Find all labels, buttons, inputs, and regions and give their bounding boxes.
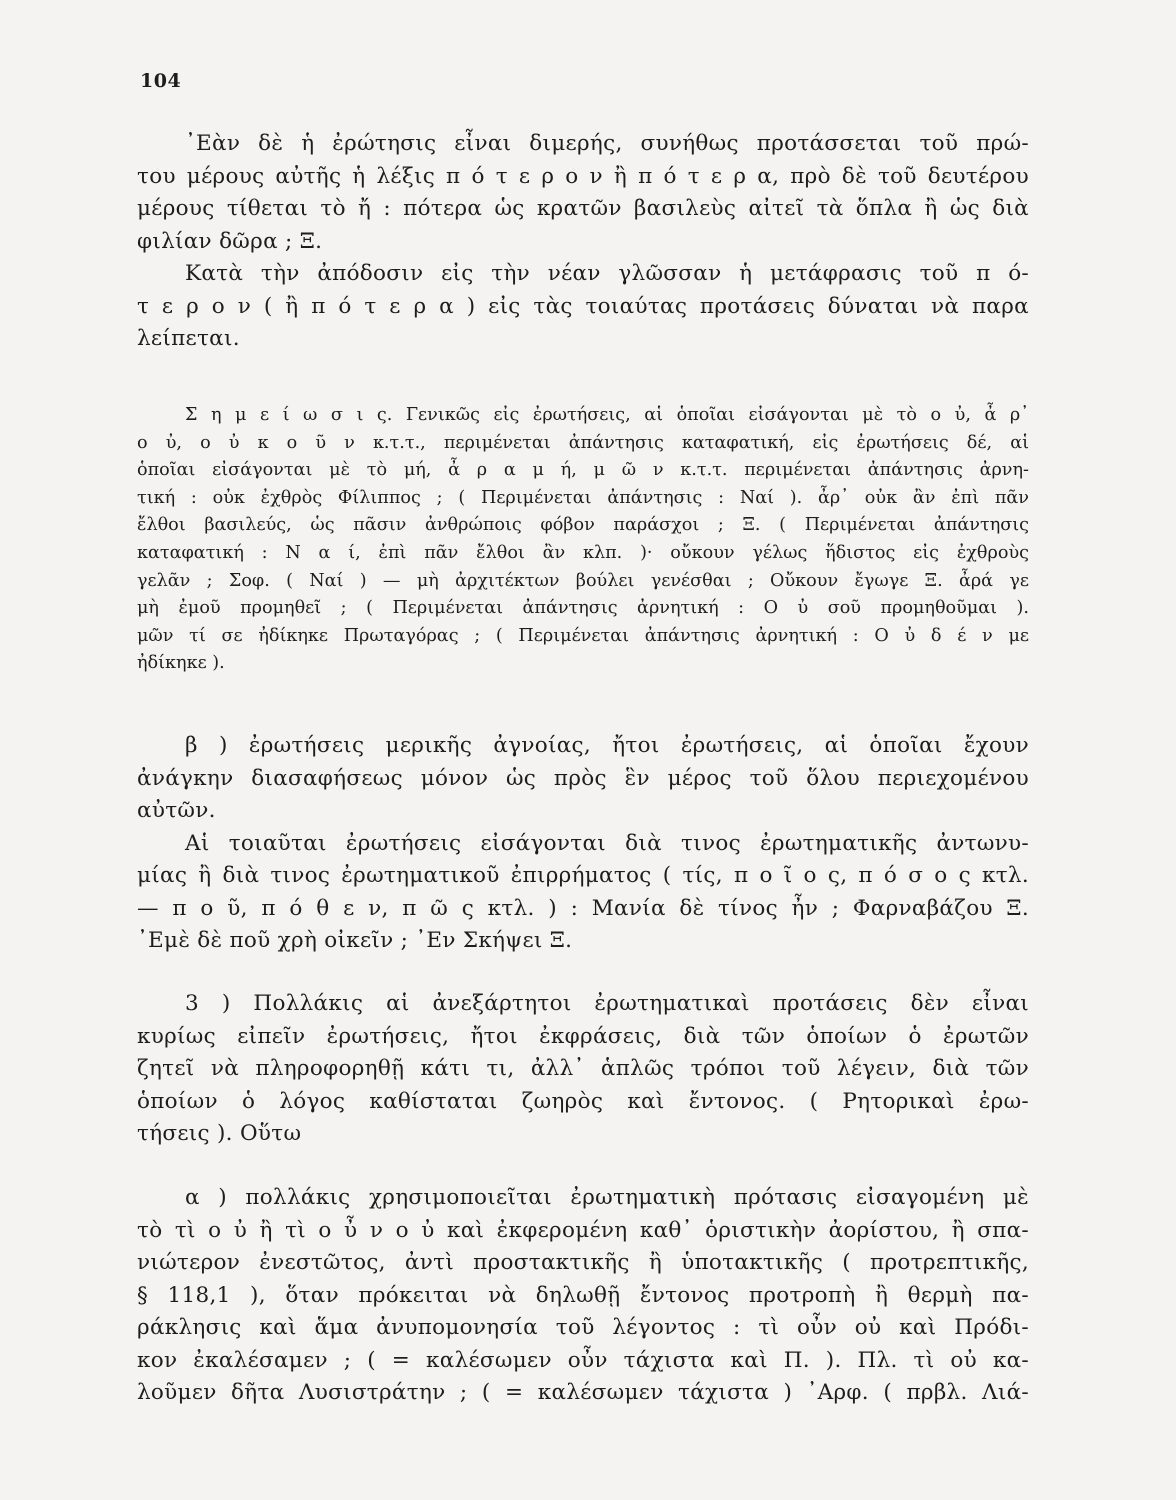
note-section [137, 402, 1029, 678]
text-line: Κατὰ τὴν ἀπόδοσιν εἰς τὴν νέαν γλῶσσαν ἡ μετάφρασις τοῦ π ό- [185, 261, 1029, 286]
text-line: φιλίαν δῶρα ; Ξ. [137, 228, 323, 254]
text-line: ᾿Εὰν δὲ ἡ ἐρώτησις εἶναι διμερής, συνήθως προτάσσεται τοῦ πρώ- [185, 131, 1029, 156]
rhetorical-section [137, 988, 1029, 1151]
text-line: — π ο ῦ, π ό θ ε ν, π ῶ ς κτλ. ) : Μανία δὲ τίνος ἦν ; Φαρναβάζου Ξ. [137, 895, 1029, 921]
text-line: τὸ τὶ ο ὐ ἢ τὶ ο ὖ ν ο ὐ καὶ ἐκφερομένη καθ᾿ ὁριστικὴν ἀορίστου, ἢ σπα- [137, 1217, 1029, 1243]
text-line: του μέρους αὐτῆς ἡ λέξις π ό τ ε ρ ο ν ἢ π ό τ ε ρ α, πρὸ δὲ τοῦ δευτέρου [137, 163, 1029, 189]
note-line: μῶν τί σε ἠδίκηκε Πρωταγόρας ; ( Περιμένεται ἀπάντησις ἀρνητική : Ο ὐ δ έ ν με [137, 625, 1029, 646]
text-line: § 118,1 ), ὅταν πρόκειται νὰ δηλωθῇ ἔντονος προτροπὴ ἢ θερμὴ πα- [137, 1282, 1029, 1308]
note-line: τική : οὐκ ἐχθρὸς Φίλιππος ; ( Περιμένεται ἀπάντησις : Ναί ). ἆρ᾿ οὐκ ἂν ἐπὶ πᾶν [137, 487, 1029, 508]
text-line: ἀνάγκην διασαφήσεως μόνον ὡς πρὸς ἓν μέρος τοῦ ὅλου περιεχομένου [137, 765, 1029, 791]
intro-section [137, 128, 1029, 356]
text-line: τ ε ρ ο ν ( ἢ π ό τ ε ρ α ) εἰς τὰς τοιαύτας προτάσεις δύναται νὰ παρα [137, 293, 1029, 319]
text-line: β ) ἐρωτήσεις μερικῆς ἀγνοίας, ἤτοι ἐρωτήσεις, αἱ ὁποῖαι ἔχουν [185, 733, 1029, 758]
text-line: ᾿Εμὲ δὲ ποῦ χρὴ οἰκεῖν ; ᾿Εν Σκήψει Ξ. [137, 928, 573, 953]
note-line: καταφατική : Ν α ί, ἐπὶ πᾶν ἔλθοι ἂν κλπ. )· οὔκουν γέλως ἥδιστος εἰς ἐχθροὺς [137, 542, 1029, 563]
text-line: λοῦμεν δῆτα Λυσιστράτην ; ( = καλέσωμεν τάχιστα ) ᾿Αρφ. ( πρβλ. Λιά- [137, 1380, 1029, 1405]
page-number: 104 [140, 70, 182, 92]
text-line: α ) πολλάκις χρησιμοποιεῖται ἐρωτηματικὴ πρότασις εἰσαγομένη μὲ [185, 1185, 1029, 1210]
note-line: γελᾶν ; Σοφ. ( Ναί ) — μὴ ἀρχιτέκτων βούλει γενέσθαι ; Οὔκουν ἔγωγε Ξ. ἆρά γε [137, 570, 1029, 591]
note-line: ο ὐ, ο ὐ κ ο ῦ ν κ.τ.τ., περιμένεται ἀπάντησις καταφατική, εἰς ἐρωτήσεις δέ, αἱ [137, 432, 1029, 453]
text-line: λείπεται. [137, 326, 240, 351]
text-line: μίας ἢ διὰ τινος ἐρωτηματικοῦ ἐπιρρήματος ( τίς, π ο ῖ ο ς, π ό σ ο ς κτλ. [137, 863, 1029, 888]
alpha-section [137, 1182, 1029, 1410]
note-line: Σ η μ ε ί ω σ ι ς. Γενικῶς εἰς ἐρωτήσεις, αἱ ὁποῖαι εἰσάγονται μὲ τὸ ο ὐ, ἆ ρ᾿ [185, 405, 1029, 425]
text-line: κον ἐκαλέσαμεν ; ( = καλέσωμεν οὖν τάχιστα καὶ Π. ). Πλ. τὶ οὐ κα- [137, 1347, 1029, 1373]
note-line: ἔλθοι βασιλεύς, ὡς πᾶσιν ἀνθρώποις φόβον παράσχοι ; Ξ. ( Περιμένεται ἀπάντησις [137, 515, 1029, 536]
text-line: ράκλησις καὶ ἅμα ἀνυπομονησία τοῦ λέγοντος : τὶ οὖν οὐ καὶ Πρόδι- [137, 1315, 1029, 1340]
text-line: 3 ) Πολλάκις αἱ ἀνεξάρτητοι ἐρωτηματικαὶ προτάσεις δὲν εἶναι [185, 991, 1029, 1016]
text-line: κυρίως εἰπεῖν ἐρωτήσεις, ἤτοι ἐκφράσεις, διὰ τῶν ὁποίων ὁ ἐρωτῶν [137, 1023, 1029, 1049]
text-line: μέρους τίθεται τὸ ἤ : πότερα ὡς κρατῶν βασιλεὺς αἰτεῖ τὰ ὅπλα ἢ ὡς διὰ [137, 196, 1029, 221]
note-line: ἠδίκηκε ). [137, 653, 225, 674]
text-line: αὐτῶν. [137, 798, 216, 823]
text-line: ζητεῖ νὰ πληροφορηθῇ κάτι τι, ἀλλ᾿ ἁπλῶς τρόποι τοῦ λέγειν, διὰ τῶν [137, 1056, 1029, 1081]
text-line: νιώτερον ἐνεστῶτος, ἀντὶ προστακτικῆς ἢ ὑποτακτικῆς ( προτρεπτικῆς, [137, 1250, 1029, 1275]
text-line: ὁποίων ὁ λόγος καθίσταται ζωηρὸς καὶ ἔντονος. ( Ρητορικαὶ ἐρω- [137, 1088, 1029, 1114]
text-line: Αἱ τοιαῦται ἐρωτήσεις εἰσάγονται διὰ τινος ἐρωτηματικῆς ἀντωνυ- [185, 830, 1029, 856]
note-line: μὴ ἐμοῦ προμηθεῖ ; ( Περιμένεται ἀπάντησις ἀρνητική : Ο ὐ σοῦ προμηθοῦμαι ). [137, 598, 1029, 619]
beta-section [137, 730, 1029, 958]
note-line: ὁποῖαι εἰσάγονται μὲ τὸ μή, ἆ ρ α μ ή, μ ῶ ν κ.τ.τ. περιμένεται ἀπάντησις ἀρνη- [137, 460, 1029, 481]
text-line: τήσεις ). Οὕτω [137, 1121, 302, 1146]
